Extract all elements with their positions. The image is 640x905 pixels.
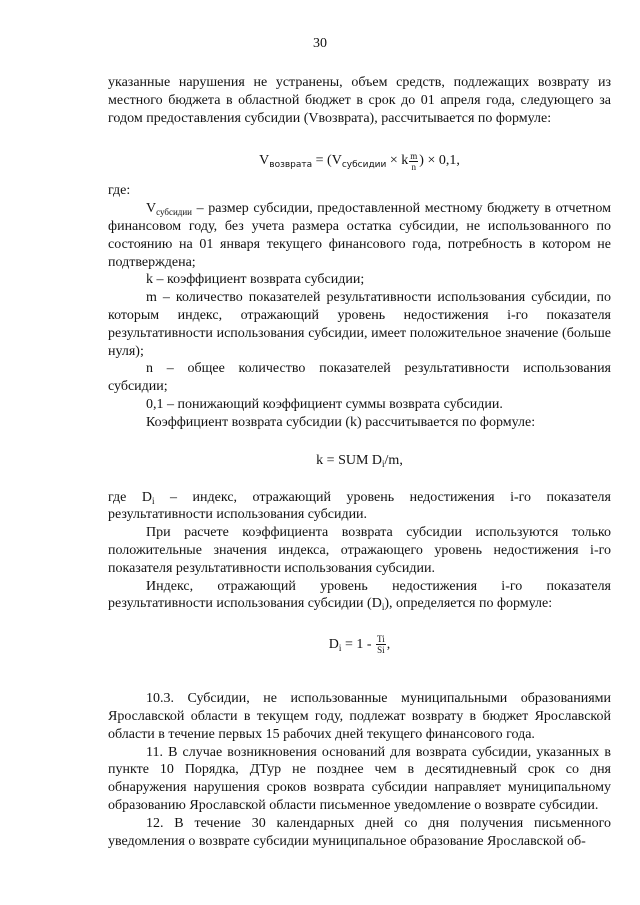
fraction-symbol: T: [377, 634, 383, 645]
formula-text: × k: [386, 153, 409, 169]
formula-symbol: V: [259, 153, 270, 169]
definition-symbol: V: [146, 201, 157, 217]
formula-symbol: D: [328, 637, 339, 653]
definition-coefficient-01: 0,1 – понижающий коэффициент суммы возврата субсидии.: [146, 396, 503, 412]
formula-refund-volume: [108, 148, 611, 174]
formula-subscript: субсидии: [341, 160, 387, 171]
formula-text: = (V: [312, 153, 342, 169]
page-number: 30: [313, 36, 327, 51]
fraction-numerator: m: [410, 150, 418, 161]
definition-text: – индекс, отражающий уровень недостижения i-го показателя результативности использования субсидии.: [108, 489, 611, 523]
definition-k: k – коэффициент возврата субсидии;: [146, 272, 365, 288]
formula-text: = 1 -: [341, 637, 375, 653]
definition-di: [108, 489, 611, 525]
paragraph-12: 12. В течение 30 календарных дней со дня получения письменного уведомления о возврате субсидии муниципальное образование Ярославской об-: [108, 815, 611, 849]
formula-coefficient-k: [108, 452, 611, 470]
definition-symbol: где D: [108, 489, 153, 505]
paragraph-index-formula-intro: [108, 578, 611, 614]
formula-subscript: возврата: [269, 160, 313, 171]
definition-v-subsidy: [108, 200, 611, 271]
definition-text: – размер субсидии, предоставленной местному бюджету в отчетном финансовом году, без учета размера остатка субсидии, не использованного по состоянию на 01 января текущего финансового года, потребность в котором не подтверждена;: [108, 201, 611, 270]
formula-text: /m,: [384, 452, 403, 468]
paragraph-text: Индекс, отражающий уровень недостижения i-го показателя результативности использования субсидии (D: [108, 578, 611, 612]
definition-m: m – количество показателей результативности использования субсидии, по которым индекс, отражающий уровень недостижения i-го показателя результативности использования субсидии, имеет положительное значение (больше нуля);: [108, 290, 611, 359]
formula-subscript: i: [382, 458, 385, 469]
paragraph-coefficient-intro: Коэффициент возврата субсидии (k) рассчитывается по формуле:: [146, 414, 536, 430]
paragraph-positive-values: При расчете коэффициента возврата субсидии используются только положительные значения индекса, отражающего уровень недостижения i-го показателя результативности использования субсидии.: [108, 525, 611, 576]
fraction-denominator: [376, 645, 386, 655]
formula-fraction: [376, 634, 386, 655]
paragraph-11: 11. В случае возникновения оснований для возврата субсидии, указанных в пункте 10 Порядка, ДТур не позднее чем в десятидневный срок со дня обнаружения нарушения сроков возврата субсидии направляет муниципальному образованию Ярославской области письменное уведомление о возврате субсидии.: [108, 744, 611, 813]
formula-subscript: i: [338, 643, 342, 654]
fraction-numerator: [376, 634, 386, 645]
paragraph-intro: указанные нарушения не устранены, объем средств, подлежащих возврату из местного бюджета в областной бюджет в срок до 01 апреля года, следующего за годом предоставления субсидии (Vвозврата), рассчитывается по формуле:: [108, 75, 611, 126]
where-label: где:: [108, 183, 131, 199]
definition-subscript: i: [152, 495, 155, 506]
paragraph-10-3: 10.3. Субсидии, не использованные муниципальными образованиями Ярославской области в текущем году, подлежат возврату в бюджет Ярославской области в течение первых 15 рабочих дней текущего финансового года.: [108, 691, 611, 742]
fraction-denominator: n: [411, 161, 417, 172]
formula-text: ,: [386, 637, 391, 653]
paragraph-subscript: i: [381, 602, 385, 613]
formula-index-di: [108, 630, 611, 660]
formula-text: k = SUM D: [316, 452, 383, 468]
fraction-symbol: S: [377, 645, 383, 656]
fraction-subscript: i: [382, 634, 385, 645]
formula-fraction: [409, 151, 418, 172]
document-body: [108, 74, 611, 850]
formula-text: ) × 0,1,: [419, 153, 460, 169]
paragraph-text: ), определяется по формуле:: [384, 596, 553, 612]
definition-n: n – общее количество показателей результативности использования субсидии;: [108, 361, 611, 395]
fraction-subscript: i: [382, 645, 385, 656]
definition-subscript: субсидии: [156, 207, 192, 218]
